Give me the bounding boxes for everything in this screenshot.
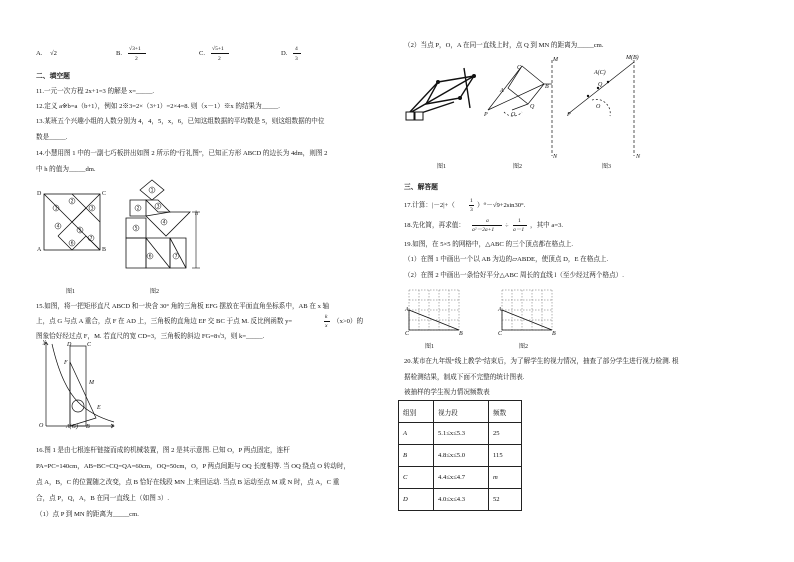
table-row	[399, 489, 522, 511]
svg-text:6: 6	[70, 241, 74, 247]
question-13-line-1: 13.某班五个兴趣小组的人数分别为 4，4，5，x，6，已知这组数据的平均数是 5，则这组数据的中位	[36, 118, 325, 125]
q16-fig2-label-p: P	[484, 112, 488, 118]
frequency-table	[398, 400, 522, 511]
q15-frac-num: k	[325, 314, 328, 320]
q16-fig3-caption: 图3	[602, 164, 612, 170]
question-16-line-3: 点 A，B，C 的位置随之改变，点 B 恰好在线段 MN 上来回运动. 当点 B 运动至点 M 或 N 时，点 A，C 重	[36, 479, 340, 486]
q16-fig2-label-m: M	[553, 57, 558, 63]
option-c-fraction-bar	[211, 53, 229, 54]
option-c-num: √5+1	[212, 46, 224, 52]
corner-label-a: A	[37, 247, 42, 253]
point-label-ag: A(G)	[66, 424, 78, 430]
cell-range: 4.4≤x≤4.7	[434, 467, 489, 489]
q17-frac-den: 3	[470, 207, 473, 213]
option-d-den: 3	[295, 56, 298, 62]
cell-group: C	[399, 467, 434, 489]
grid-figure-1	[406, 287, 462, 339]
question-16-part-2: （2）当点 P，O，A 在同一直线上时，点 Q 到 MN 的距离为_____cm.	[404, 42, 604, 49]
tangram-figure-2	[120, 178, 204, 276]
q15-coordinate-figure	[36, 340, 116, 432]
q16-fig3-label-o: O	[596, 104, 601, 110]
grid-figure-2	[499, 287, 555, 339]
point-label-b: B	[86, 424, 90, 430]
grid2-label-b: B	[552, 331, 556, 337]
option-b-den: 2	[135, 56, 138, 62]
axis-label-x: x	[111, 423, 114, 429]
q18-frac1-den: a²－2a+1	[472, 227, 495, 233]
q18-frac2-den: a－1	[513, 227, 525, 233]
question-15-line-3: 图象恰好经过点 F，M. 若直尺的宽 CD=3，三角板的斜边 FG=8√3，则 k=_____.	[36, 333, 265, 340]
option-a-letter: A.	[36, 50, 43, 57]
q16-fig2-label-b: B	[545, 84, 549, 90]
point-label-d: D	[67, 342, 72, 348]
h-label: h	[195, 211, 198, 217]
q16-fig2-label-a: A	[500, 88, 504, 94]
svg-text:1: 1	[54, 206, 58, 212]
q16-figure-2-diagram	[482, 56, 562, 160]
fig2-caption: 图2	[150, 289, 160, 295]
header-group: 组别	[399, 401, 434, 423]
question-20-line-2: 据检测结果，制成下面不完整的统计图表.	[404, 374, 525, 381]
q16-fig2-label-o: O	[511, 112, 516, 118]
svg-text:4: 4	[162, 220, 166, 226]
q17-post: ）⁰－√9+2sin30°.	[477, 202, 526, 209]
question-19-line-1: 19.如图，在 5×5 的网格中，△ABC 的三个顶点都在格点上.	[404, 241, 574, 248]
section-3-title: 三、解答题	[404, 184, 438, 191]
svg-text:7: 7	[174, 254, 178, 260]
q16-fig2-label-c: C	[517, 65, 522, 71]
question-15-line-2-post: （x>0）的	[333, 318, 364, 325]
svg-text:3: 3	[156, 204, 160, 210]
table-row	[399, 445, 522, 467]
question-12: 12.定义 a※b=a（b+1），例如 2※3=2×（3+1）=2×4=8. 则（x－1）※x 的结果为_____.	[36, 103, 280, 110]
section-2-title: 二、填空题	[36, 73, 70, 80]
option-d-num: 4	[295, 46, 298, 52]
tangram-figure-1	[36, 188, 112, 258]
grid-fig1-caption: 图1	[425, 344, 435, 350]
question-13-line-2: 数是_____.	[36, 134, 68, 141]
q18-frac1-num: a	[486, 218, 489, 224]
option-b-letter: B.	[116, 50, 123, 57]
svg-text:7: 7	[89, 236, 93, 242]
q15-frac-den: x	[325, 323, 328, 329]
q16-fig3-label-mb: M(B)	[626, 55, 639, 61]
table-row	[399, 423, 522, 445]
grid1-label-a: A	[405, 307, 409, 313]
cell-range: 5.1≤x≤5.3	[434, 423, 489, 445]
point-label-m: M	[89, 380, 94, 386]
option-d-letter: D.	[281, 50, 288, 57]
corner-label-d: D	[37, 191, 42, 197]
option-b-num: √3+1	[129, 46, 141, 52]
question-16-line-2: PA=PC=140cm，AB=BC=CQ=QA=60cm，OQ=50cm，O，P 两点间距与 OQ 长度相等. 当 OQ 绕点 O 转动时，	[36, 463, 351, 470]
q16-fig1-caption: 图1	[437, 164, 447, 170]
option-a-text: √2	[50, 50, 57, 57]
grid2-label-a: A	[498, 307, 502, 313]
option-c-den: 2	[218, 56, 221, 62]
header-vision-range: 视力段	[434, 401, 489, 423]
q18-pre: 18.先化简，再求值：	[404, 222, 465, 229]
svg-text:6: 6	[148, 254, 152, 260]
question-15-line-2-pre: 上，点 G 与点 A 重合，点 F 在 AD 上，三角板的直角边 EF 交 BC 于点 M. 反比例函数 y=	[36, 318, 293, 325]
svg-text:5: 5	[134, 226, 138, 232]
header-frequency: 频数	[489, 401, 522, 423]
question-15-line-1: 15.如图，将一把矩形直尺 ABCD 和一块含 30° 角的三角板 EFG 摆放在平面直角坐标系中，AB 在 x 轴	[36, 303, 330, 310]
cell-frequency: 115	[489, 445, 522, 467]
question-11: 11.一元一次方程 2x+1=3 的解是 x=_____.	[36, 88, 155, 95]
grid1-label-b: B	[459, 331, 463, 337]
axis-label-y: y	[43, 339, 46, 345]
question-19-part-2: （2）在图 2 中画出一条恰好平分△ABC 周长的直线 l（至少经过两个格点）.	[404, 272, 624, 279]
svg-text:4: 4	[56, 224, 60, 230]
point-label-e: E	[97, 405, 101, 411]
question-14-line-1: 14.小慧用图 1 中的一副七巧板拼出如图 2 所示的“行礼图”，已知正方形 ABCD 的边长为 4dm，则图 2	[36, 150, 328, 157]
q16-figure-1-mechanism	[404, 64, 484, 126]
q18-frac2-num: 1	[518, 218, 521, 224]
q18-post: ，其中 a=3.	[530, 222, 564, 229]
cell-group: A	[399, 423, 434, 445]
q16-fig3-label-n: N	[636, 154, 641, 160]
q16-fig2-label-n: N	[553, 154, 558, 160]
origin-label-o: O	[39, 423, 44, 429]
table-header-row	[399, 401, 522, 423]
table-row	[399, 467, 522, 489]
cell-group: B	[399, 445, 434, 467]
option-c-letter: C.	[199, 50, 206, 57]
cell-range: 4.0≤x≤4.3	[434, 489, 489, 511]
svg-text:2: 2	[136, 206, 140, 212]
question-16-line-4: 合，点 P，Q，A，B 在同一直线上（如图 3）.	[36, 495, 169, 502]
fig1-caption: 图1	[66, 289, 76, 295]
q16-fig3-label-ac: A(C)	[594, 70, 606, 76]
cell-frequency: 25	[489, 423, 522, 445]
grid1-label-c: C	[405, 331, 410, 337]
svg-text:5: 5	[78, 228, 82, 234]
question-14-line-2: 中 h 的值为_____dm.	[36, 166, 96, 173]
corner-label-b: B	[102, 247, 107, 253]
q17-pre: 17.计算：|－2|+（	[404, 202, 455, 209]
cell-frequency: m	[489, 467, 522, 489]
option-b-fraction-bar	[128, 53, 146, 54]
svg-text:2: 2	[70, 199, 74, 205]
cell-group: D	[399, 489, 434, 511]
q16-fig2-caption: 图2	[513, 164, 523, 170]
q16-fig3-label-q: Q	[598, 82, 603, 88]
question-16-line-1: 16.图 1 是由七根连杆链接而成的机械装置，图 2 是其示意图. 已知 O，P 两点固定，连杆	[36, 447, 290, 454]
grid-fig2-caption: 图2	[519, 344, 529, 350]
question-16-part-1: （1）点 P 到 MN 的距离为_____cm.	[36, 511, 139, 518]
question-20-line-1: 20.某市在九年级“线上教学”结束后，为了解学生的视力情况，抽查了部分学生进行视力检测. 根	[404, 358, 679, 365]
option-d-fraction-bar	[293, 53, 301, 54]
point-label-f: F	[64, 360, 68, 366]
q17-frac-num: 1	[470, 198, 473, 204]
svg-text:3: 3	[90, 206, 94, 212]
q16-fig2-label-q: Q	[530, 104, 535, 110]
q18-div-sign: ÷	[505, 222, 509, 229]
point-label-c: C	[87, 342, 92, 348]
corner-label-c: C	[102, 191, 107, 197]
cell-range: 4.8≤x≤5.0	[434, 445, 489, 467]
grid2-label-c: C	[498, 331, 503, 337]
q16-fig3-label-p: P	[567, 112, 571, 118]
question-19-part-1: （1）在图 1 中画出一个以 AB 为边的▱ABDE，使顶点 D，E 在格点上.	[404, 256, 609, 263]
svg-text:1: 1	[150, 188, 154, 194]
frequency-table-title: 被抽样的学生视力情况频数表	[404, 389, 490, 396]
cell-frequency: 52	[489, 489, 522, 511]
